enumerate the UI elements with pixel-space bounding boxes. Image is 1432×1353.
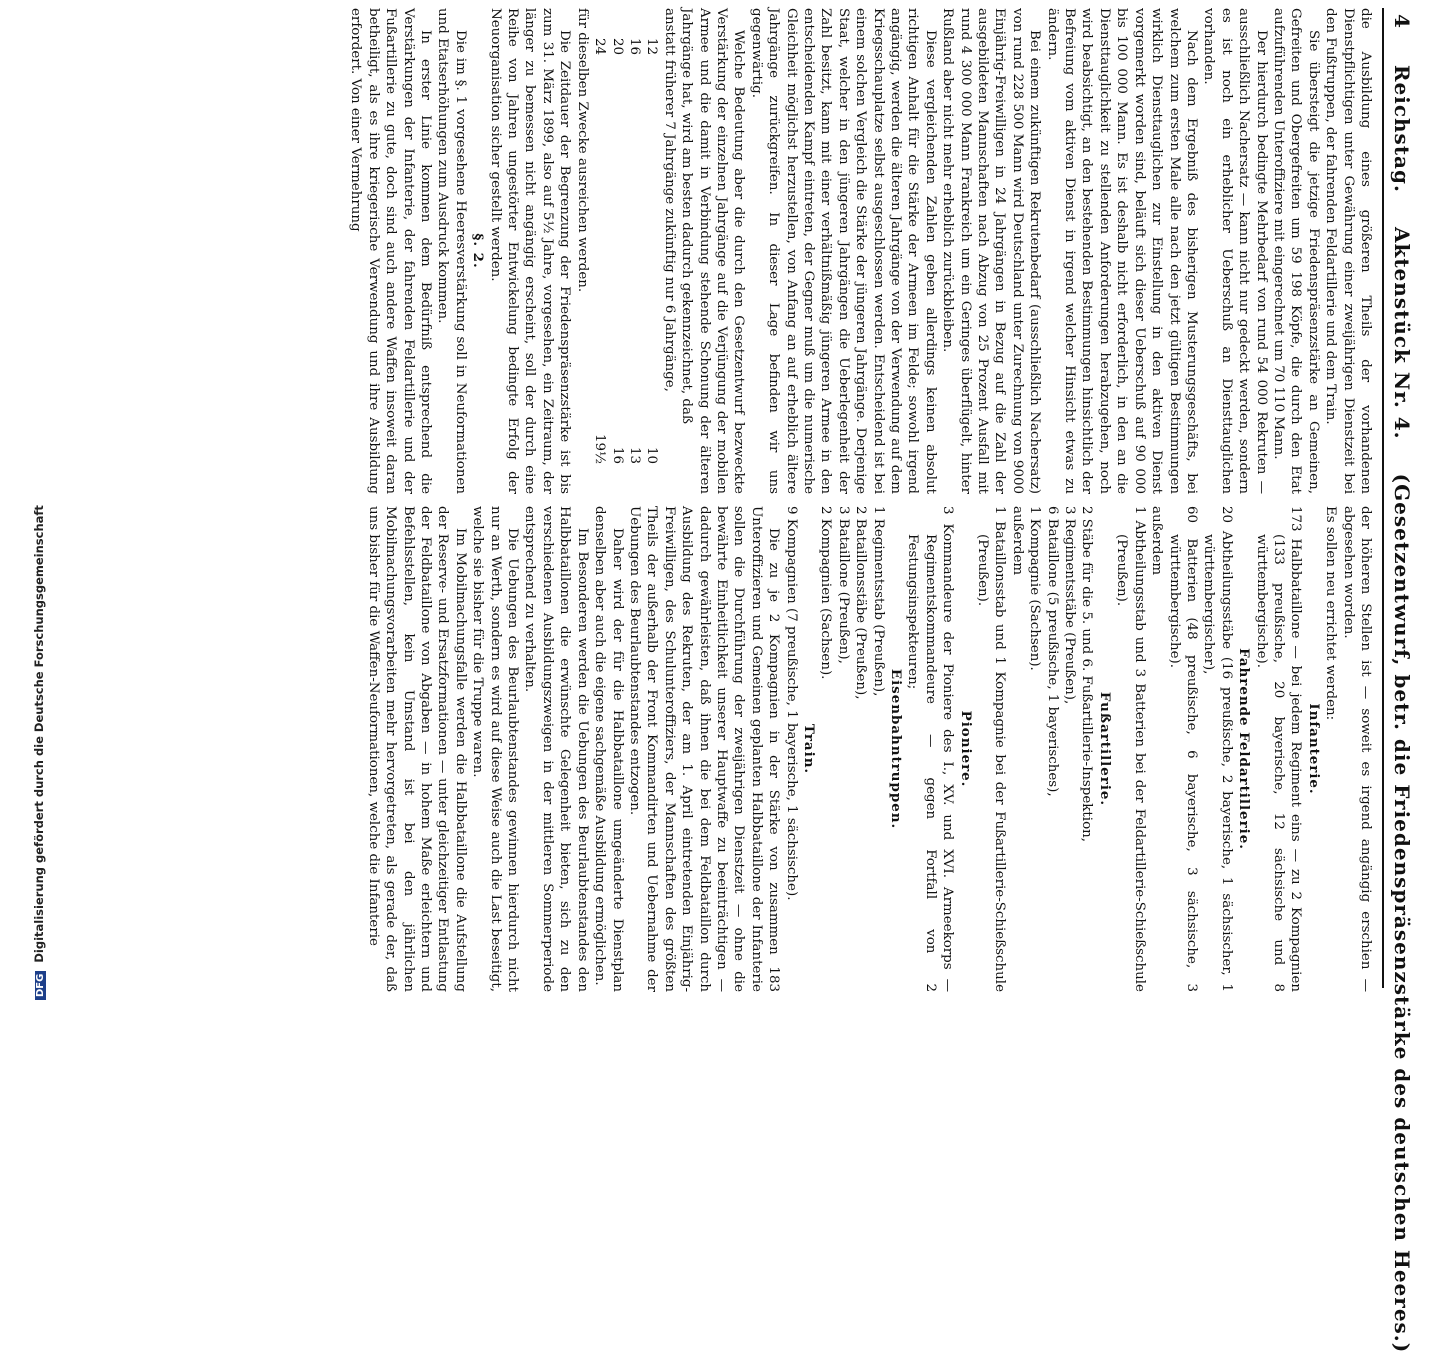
credit-text: Digitalisierung gefördert durch die Deutsche Forschungsgemeinschaft	[32, 505, 46, 963]
header-document-number: Aktenstück Nr. 4.	[1390, 226, 1414, 440]
paragraph: Es sollen neu errichtet werden:	[1323, 506, 1339, 721]
paragraph: außerdem	[1009, 506, 1025, 576]
paragraph: Im Besonderen werden die Uebungen des Beurlaubtenstandes den Halbbataillonen die erwünschte Gelegenheit bieten, sich zu den verschiedenen Ausbildungszweigen in der mittleren Sommerperiode entsprechend zu verhalten.	[522, 506, 590, 992]
left-column	[347, 8, 1374, 494]
paragraph: Diese vergleichenden Zahlen geben allerdings keinen absolut richtigen Anhalt für die Stärke der Armeen im Felde; sowohl irgend angängig, werden die älteren Jahrgänge von der Verwendung auf dem Kriegsschauplatze selbst ausgeschlossen werden. Entscheidend ist bei einem solchen Vergleich die Stärke der jüngeren Jahrgänge. Derjenige Staat, welcher in den jüngeren Jahrgängen die Ueberlegenheit der Zahl besitzt, kann mit einer verhältnißmäßig jüngeren Armee in den entscheidenden Kampf eintreten, der Gegner muß um die numerische Gleichheit möglichst herzustellen, von Anfang an auf erheblich ältere Jahrgänge zurückgreifen. In dieser Lage befinden wir uns gegenwärtig.	[748, 8, 938, 494]
list-item: 2 Kompagnien (Sachsen).	[818, 506, 834, 680]
paragraph: Der hierdurch bedingte Mehrbedarf von rund 54 000 Rekruten — ausschließlich Nachersatz — kann nicht nur gedeckt werden, sondern es ist noch ein erheblicher Ueberschuß an Diensttauglichen vorhanden.	[1201, 8, 1269, 494]
paragraph: Die Uebungen des Beurlaubtenstandes gewinnen hierdurch nicht nur an Werth, sondern es wird auf diese Weise auch die Last beseitigt, welche sie bisher für die Truppe waren.	[470, 506, 521, 992]
section-heading: §. 2.	[470, 233, 487, 269]
year-comparison-row	[608, 8, 625, 494]
list-item: 60 Batterien (48 preußische, 6 bayerische, 3 sächsische, 3 württembergische).	[1166, 506, 1199, 992]
digitization-credit	[26, 0, 46, 1000]
year-count-after: 13	[626, 446, 642, 464]
header-title: (Gesetzentwurf, betr. die Friedenspräsenzstärke des deutschen Heeres.)	[1390, 473, 1414, 1353]
year-count-after: 16	[609, 446, 625, 464]
list-item: 1 Bataillonsstab und 1 Kompagnie bei der Fußartillerie-Schießschule (Preußen).	[975, 506, 1008, 992]
list-item: 3 Bataillone (Preußen),	[835, 506, 851, 664]
paragraph: Im Mobilmachungsfalle werden die Halbbataillone die Aufstellung der Reserve- und Ersatzformationen — unter gleichzeitiger Entlastung der Feldbataillone von Abgaben — in hohem Maße erleichtern und Befehlsstellen, kein Umstand ist bei den jährlichen Mobilmachungsvorarbeiten mehr hervorgetreten, als gerade der, daß uns bisher für die Waffen-Neuformationen, welche die Infanterie	[365, 506, 468, 992]
year-count-after: 10	[644, 446, 660, 464]
year-comparison-row	[626, 8, 643, 494]
header-rule	[1382, 8, 1384, 988]
dfg-logo: DFG	[35, 971, 46, 1000]
year-count-before: 20	[609, 38, 625, 56]
section-heading: Fußartillerie.	[1096, 691, 1113, 807]
footer-strip	[0, 0, 26, 1000]
paragraph: der höheren Stellen ist — soweit es irgend angängig erschien — abgesehen worden.	[1340, 506, 1373, 992]
section-heading: Infanterie.	[1305, 703, 1322, 795]
header-source: Reichstag.	[1390, 64, 1414, 193]
list-item: 1 Regimentsstab (Preußen),	[870, 506, 886, 697]
paragraph: Bei einem zukünftigen Rekrutenbedarf (ausschließlich Nachersatz) von rund 228 500 Mann wird Deutschland unter Zurechnung von 9000 Einjährig-Freiwilligen in 24 Jahrgängen in Bezug auf die Zahl der ausgebildeten Mannschaften nach Abzug von 25 Prozent Ausfall mit rund 4 300 000 Mann Frankreich um ein Geringes überflügelt, hinter Rußland aber nicht mehr erheblich zurückbleiben.	[940, 8, 1043, 494]
paragraph: Nach dem Ergebniß des bisherigen Musterungsgeschäfts, bei welchem zum ersten Male alle nach den jetzt gültigen Bestimmungen wirklich Diensttauglichen zur Einstellung in den aktiven Dienst vorgemerkt worden sind, beläuft sich dieser Ueberschuß auf 90 000 bis 100 000 Mann. Es ist deshalb nicht erforderlich, in den an die Diensttauglichkeit zu stellenden Anforderungen herabzugehen, noch wird beabsichtigt, an den bestehenden Bestimmungen hinsichtlich der Befreiung vom aktiven Dienst in irgend welcher Hinsicht etwas zu ändern.	[1044, 8, 1199, 494]
paragraph: die Ausbildung eines größeren Theils der vorhandenen Dienstpflichtigen unter Gewährung einer zweijährigen Dienstzeit bei den Fußtruppen, der fahrenden Feldartillerie und dem Train.	[1323, 8, 1373, 494]
list-item: 3 Regimentsstäbe (Preußen),	[1062, 506, 1078, 705]
section-heading: Eisenbahntruppen.	[888, 668, 905, 830]
list-item: 3 Kommandeure der Pioniere des I., XV. und XVI. Armeekorps — Regimentskommandeure — gegen Fortfall von 2 Festungsinspekteuren;	[905, 506, 956, 992]
year-comparison-row	[643, 8, 660, 494]
section-heading: Pioniere.	[957, 710, 974, 788]
paragraph: Welche Bedeutung aber die durch den Gesetzentwurf bezweckte Verstärkung der einzelnen Jahrgänge auf die Verjüngung der mobilen Armee und die damit in Verbindung stehende Schonung der älteren Jahrgänge hat, wird am besten dadurch gekennzeichnet, daß	[679, 8, 747, 494]
paragraph: Sie übersteigt die jetzige Friedenspräsenzstärke an Gemeinen, Gefreiten und Obergefreiten um 59 198 Köpfe, die durch den Etat aufzuführenden Unteroffiziere mit eingerechnet um 70 110 Mann.	[1270, 8, 1321, 494]
paragraph: für dieselben Zwecke ausreichen werden.	[574, 8, 590, 293]
page-number: 4	[1390, 14, 1414, 29]
list-item: 173 Halbbataillone — bei jedem Regiment eins — zu 2 Kompagnien (133 preußische, 20 bayerische, 12 sächsische und 8 württembergische).	[1253, 506, 1304, 992]
running-header	[1390, 14, 1414, 1353]
paragraph: Die im §. 1 vorgesehene Heeresverstärkung soll in Neuformationen und Etatserhöhungen zum Ausdruck kommen.	[435, 8, 468, 494]
list-item: 2 Stäbe für die 5. und 6. Fußartillerie-Inspektion,	[1079, 506, 1095, 843]
paragraph: Die zu je 2 Kompagnien in der Stärke von zusammen 183 Unteroffizieren und Gemeinen geplanten Halbbataillone der Infanterie sollen die Durchführung der zweijährigen Dienstzeit — ohne die bewährte Einheitlichkeit unserer Hauptwaffe zu beeinträchtigen — dadurch gewährleisten, daß ihnen die bei dem Feldbataillon durch Ausbildung des Rekruten, der am 1. April eintretenden Einjährig-Freiwilligen, des Schulunteroffiziers, der Mannschaften des größten Theils der außerhalb der Front Kommandirten und Uebernahme der Uebungen des Beurlaubtenstandes entzogen.	[626, 506, 782, 992]
year-count-before: 12	[644, 38, 660, 56]
year-comparison-row	[591, 8, 608, 494]
list-item: 1 Kompagnie (Sachsen).	[1027, 506, 1043, 671]
paragraph: In erster Linie kommen dem Bedürfniß entsprechend die Verstärkungen der Infanterie, der fahrenden Feldartillerie und der Fußartillerie zu gute, doch sind auch andere Waffen insoweit daran betheiligt, als es ihre kriegerische Verwendung und ihre Ausbildung erfordert. Von einer Vermehrung	[348, 8, 434, 494]
paragraph: Daher wird der für die Halbbataillone umgeänderte Dienstplan denselben aber auch die eigene sachgemäße Ausbildung ermöglichen.	[592, 506, 625, 992]
paragraph: Die Zeitdauer der Begrenzung der Friedenspräsenzstärke ist bis zum 31. März 1899, also auf 5½ Jahre, vorgesehen, ein Zeitraum, der länger zu bemessen nicht angängig erscheint, soll der durch eine Reihe von Jahren ungestörter Entwickelung bedingte Erfolg der Neuorganisation sicher gestellt werden.	[487, 8, 573, 494]
paragraph: anstatt früherer 7 Jahrgänge zukünftig nur 6 Jahrgänge,	[661, 8, 677, 392]
right-column	[364, 506, 1374, 992]
section-heading: Fahrende Feldartillerie.	[1236, 648, 1253, 850]
list-item: 1 Abtheilungsstab und 3 Batterien bei der Feldartillerie-Schießschule (Preußen).	[1114, 506, 1147, 992]
list-item: 20 Abtheilungsstäbe (16 preußische, 2 bayerische, 1 sächsischer, 1 württembergischer),	[1201, 506, 1234, 992]
list-item: 6 Bataillone (5 preußische, 1 bayerisches),	[1044, 506, 1060, 797]
list-item: 2 Bataillonsstäbe (Preußen),	[853, 506, 869, 700]
list-item: 9 Kompagnien (7 preußische, 1 bayerische, 1 sächsische).	[783, 506, 799, 901]
year-count-after: 19½	[592, 433, 608, 464]
year-count-before: 24	[592, 38, 608, 56]
year-count-before: 16	[626, 38, 642, 56]
section-heading: Train.	[801, 723, 817, 775]
paragraph: außerdem	[1149, 506, 1165, 576]
